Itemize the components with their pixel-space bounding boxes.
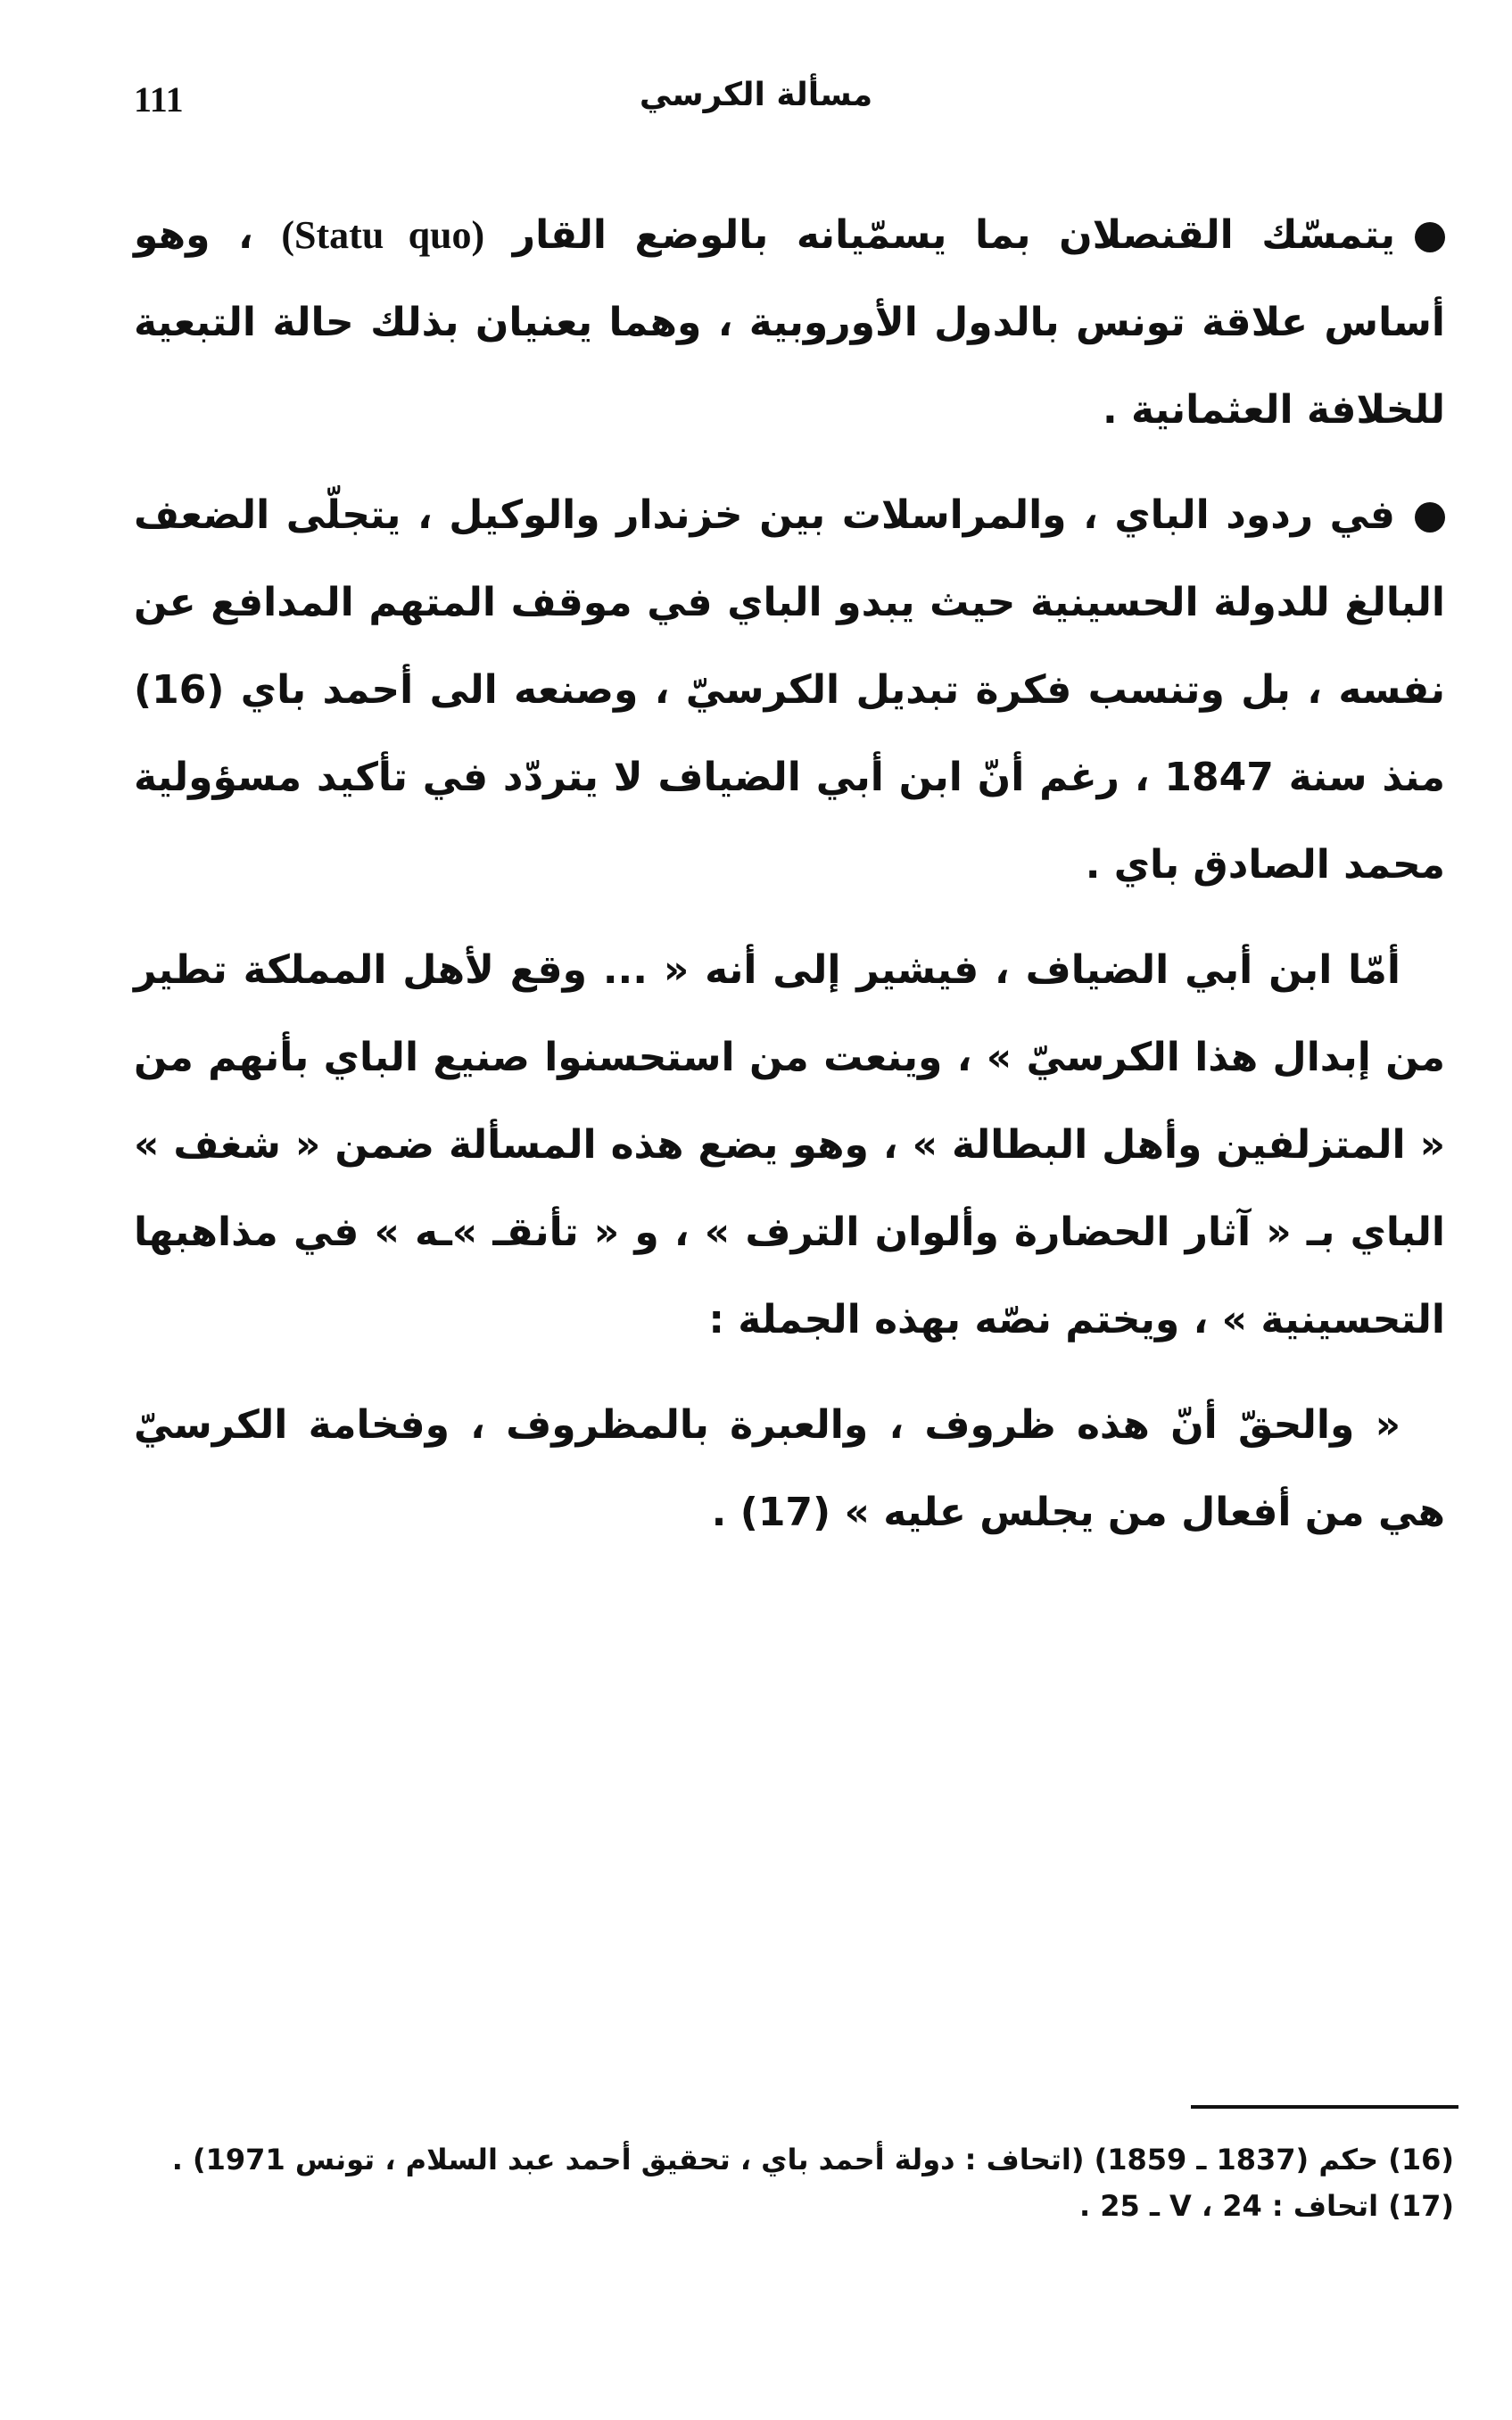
- latin-term: (Statu quo): [281, 213, 485, 257]
- running-title: مسألة الكرسي: [639, 77, 873, 113]
- paragraph-text: ، وهو أساس علاقة تونس بالدول الأوروبية ، وهما يعنيان بذلك حالة التبعية للخلافة العثمانية .: [134, 212, 1445, 433]
- footnotes: [134, 2136, 1454, 2229]
- bullet-icon: [1415, 502, 1445, 533]
- footnote-17: (17) اتحاف : V ، 24 ـ 25 .: [1078, 2189, 1454, 2223]
- paragraph-1: [134, 192, 1445, 454]
- paragraph-text: في ردود الباي ، والمراسلات بين خزندار والوكيل ، يتجلّى الضعف البالغ للدولة الحسينية حيث يبدو الباي في موقف المتهم المدافع عن نفسه ، بل وتنسب فكرة تبديل الكرسيّ ، وصنعه الى أحمد باي (16) منذ سنة 1847 ، رغم أنّ ابن أبي الضياف لا يتردّد في تأكيد مسؤولية محمد الصادق باي .: [134, 492, 1446, 888]
- body-text: [134, 192, 1445, 1574]
- page-number: 111: [134, 79, 184, 120]
- paragraph-3: أمّا ابن أبي الضياف ، فيشير إلى أنه « ... وقع لأهل المملكة تطير من إبدال هذا الكرسيّ » ، وينعت من استحسنوا صنيع الباي بأنهم من « المتزلفين وأهل البطالة » ، وهو يضع هذه المسألة ضمن « شغف » الباي بـ « آثار الحضارة وألوان الترف » ، و « تأنقـ »ـه » في مذاهبها التحسينية » ، ويختم نصّه بهذه الجملة :: [134, 947, 1445, 1342]
- footnote-separator: [1191, 2105, 1458, 2109]
- paragraph-text: يتمسّك القنصلان بما يسمّيانه بالوضع القار: [484, 212, 1396, 258]
- bullet-icon: [1415, 222, 1445, 252]
- paragraph-4: « والحقّ أنّ هذه ظروف ، والعبرة بالمظروف ، وفخامة الكرسيّ هي من أفعال من يجلس عليه » (17) .: [134, 1402, 1445, 1535]
- paragraph-2: [134, 472, 1445, 909]
- footnote-16: (16) حكم (1837 ـ 1859) (اتحاف : دولة أحمد باي ، تحقيق أحمد عبد السلام ، تونس 1971) .: [171, 2143, 1454, 2176]
